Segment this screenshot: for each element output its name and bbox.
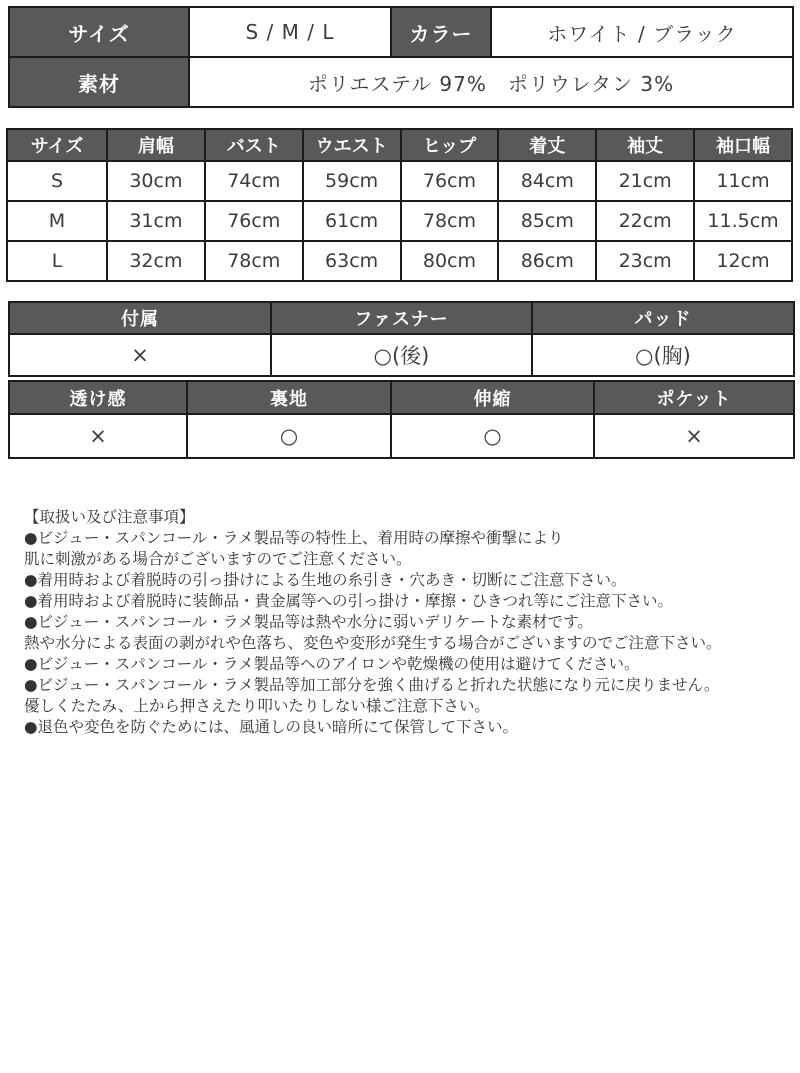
cell: 12cm	[694, 241, 792, 281]
cell: 78cm	[401, 201, 499, 241]
size-label-cell: サイズ	[9, 7, 189, 57]
cell: 80cm	[401, 241, 499, 281]
col-header-length: 着丈	[498, 129, 596, 161]
cell: 30cm	[107, 161, 205, 201]
cell: 84cm	[498, 161, 596, 201]
cell: 23cm	[596, 241, 694, 281]
cell: M	[7, 201, 107, 241]
pad-value-cell: ○(胸)	[532, 334, 794, 376]
col-header-shoulder: 肩幅	[107, 129, 205, 161]
cell: S	[7, 161, 107, 201]
color-label-cell: カラー	[391, 7, 491, 57]
color-value-cell: ホワイト / ブラック	[491, 7, 793, 57]
care-note-line: ●ビジュー・スパンコール・ラメ製品等加工部分を強く曲げると折れた状態になり元に戻りません。	[24, 676, 720, 694]
product-spec-sheet	[0, 6, 800, 1073]
care-note-line: 優しくたたみ、上から押さえたり叩いたりしない様ご注意下さい。	[24, 697, 490, 715]
features-table-1	[8, 301, 795, 377]
cell: 74cm	[205, 161, 303, 201]
col-header-accessory: 付属	[9, 302, 271, 334]
size-color-material-table	[8, 6, 794, 108]
cell: 11.5cm	[694, 201, 792, 241]
cell: 59cm	[303, 161, 401, 201]
col-header-waist: ウエスト	[303, 129, 401, 161]
size-chart-row-l	[7, 241, 792, 281]
stretch-value-cell: ○	[391, 414, 594, 458]
col-header-size: サイズ	[7, 129, 107, 161]
care-note-line: ●ビジュー・スパンコール・ラメ製品等の特性上、着用時の摩擦や衝撃により	[24, 529, 564, 547]
col-header-sleeve: 袖丈	[596, 129, 694, 161]
care-notes-title: 【取扱い及び注意事項】	[24, 508, 195, 526]
size-chart-header-row	[7, 129, 792, 161]
col-header-cuff: 袖口幅	[694, 129, 792, 161]
size-chart-row-s	[7, 161, 792, 201]
pocket-value-cell: ×	[594, 414, 794, 458]
features-table-2	[8, 380, 795, 459]
fastener-value-cell: ○(後)	[271, 334, 532, 376]
care-note-line: 熱や水分による表面の剥がれや色落ち、変色や変形が発生する場合がございますのでご注意下さい。	[24, 634, 722, 652]
cell: 11cm	[694, 161, 792, 201]
cell: L	[7, 241, 107, 281]
accessory-value-cell: ×	[9, 334, 271, 376]
col-header-bust: バスト	[205, 129, 303, 161]
cell: 63cm	[303, 241, 401, 281]
cell: 76cm	[401, 161, 499, 201]
lining-value-cell: ○	[187, 414, 391, 458]
size-chart-table	[6, 128, 793, 282]
care-notes	[0, 507, 800, 738]
care-note-line: ●退色や変色を防ぐためには、風通しの良い暗所にて保管して下さい。	[24, 718, 519, 736]
col-header-hip: ヒップ	[401, 129, 499, 161]
features1-value-row	[9, 334, 794, 376]
care-note-line: ●ビジュー・スパンコール・ラメ製品等へのアイロンや乾燥機の使用は避けてください。	[24, 655, 640, 673]
cell: 78cm	[205, 241, 303, 281]
care-note-line: ●ビジュー・スパンコール・ラメ製品等は熱や水分に弱いデリケートな素材です。	[24, 613, 593, 631]
col-header-pad: パッド	[532, 302, 794, 334]
material-value-cell: ポリエステル 97% ポリウレタン 3%	[189, 57, 793, 107]
sheerness-value-cell: ×	[9, 414, 187, 458]
col-header-sheerness: 透け感	[9, 381, 187, 414]
col-header-lining: 裏地	[187, 381, 391, 414]
cell: 22cm	[596, 201, 694, 241]
features1-header-row	[9, 302, 794, 334]
features2-value-row	[9, 414, 794, 458]
cell: 85cm	[498, 201, 596, 241]
material-label-cell: 素材	[9, 57, 189, 107]
features2-header-row	[9, 381, 794, 414]
cell: 32cm	[107, 241, 205, 281]
size-value-cell: S / M / L	[189, 7, 391, 57]
care-note-line: ●着用時および着脱時に装飾品・貴金属等への引っ掛け・摩擦・ひきつれ等にご注意下さい。	[24, 592, 674, 610]
cell: 31cm	[107, 201, 205, 241]
cell: 61cm	[303, 201, 401, 241]
cell: 21cm	[596, 161, 694, 201]
col-header-stretch: 伸縮	[391, 381, 594, 414]
cell: 86cm	[498, 241, 596, 281]
col-header-fastener: ファスナー	[271, 302, 532, 334]
care-note-line: ●着用時および着脱時の引っ掛けによる生地の糸引き・穴あき・切断にご注意下さい。	[24, 571, 627, 589]
cell: 76cm	[205, 201, 303, 241]
col-header-pocket: ポケット	[594, 381, 794, 414]
care-note-line: 肌に刺激がある場合がございますのでご注意ください。	[24, 550, 412, 568]
size-chart-row-m	[7, 201, 792, 241]
